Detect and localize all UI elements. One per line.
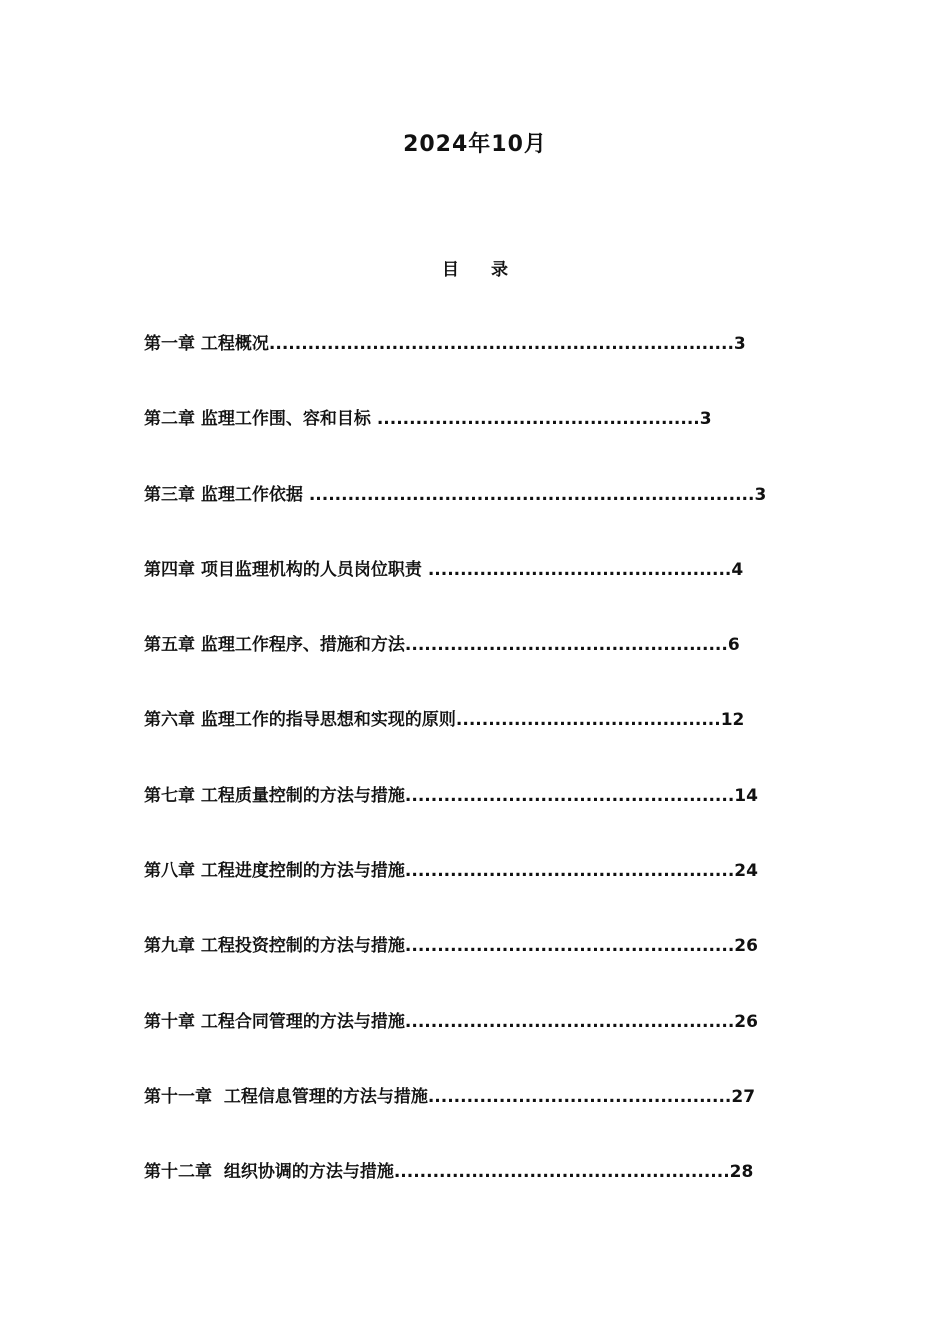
toc-dot-leader: ......................................... bbox=[455, 710, 721, 731]
toc-page-number: 3 bbox=[733, 334, 746, 354]
toc-page-number: 26 bbox=[734, 936, 758, 957]
toc-entry-9[interactable] bbox=[144, 934, 844, 1009]
toc-chapter-label: 第十章 bbox=[144, 1011, 195, 1032]
toc-dot-leader: ................................................... bbox=[404, 1011, 735, 1032]
toc-chapter-label: 第九章 bbox=[144, 936, 195, 957]
toc-chapter-title: 工程质量控制的方法与措施 bbox=[200, 785, 405, 806]
toc-chapter-label: 第一章 bbox=[144, 334, 195, 354]
toc-page-number: 4 bbox=[731, 559, 744, 580]
toc-entry-8[interactable] bbox=[144, 859, 844, 934]
toc-chapter-label: 第五章 bbox=[144, 635, 195, 656]
toc-entry-1[interactable] bbox=[144, 332, 844, 407]
toc-chapter-title: 监理工作的指导思想和实现的原则 bbox=[200, 710, 456, 731]
toc-chapter-title: 项目监理机构的人员岗位职责 bbox=[200, 559, 428, 580]
toc-dot-leader: ........................................................................ bbox=[268, 334, 734, 354]
toc-chapter-title: 监理工作程序、措施和方法 bbox=[200, 635, 405, 656]
toc-chapter-title: 工程合同管理的方法与措施 bbox=[200, 1011, 405, 1032]
toc-page-number: 12 bbox=[720, 710, 745, 731]
toc-chapter-title: 组织协调的方法与措施 bbox=[223, 1162, 394, 1183]
toc-dot-leader: ................................................... bbox=[404, 936, 735, 957]
toc-entry-4[interactable] bbox=[144, 558, 844, 633]
toc-page-number: 28 bbox=[729, 1162, 754, 1183]
toc-page-number: 26 bbox=[734, 1011, 758, 1032]
toc-page-number: 27 bbox=[731, 1086, 756, 1107]
toc-page-number: 3 bbox=[754, 484, 767, 505]
toc-chapter-title: 工程进度控制的方法与措施 bbox=[200, 861, 405, 882]
toc-chapter-label: 第三章 bbox=[144, 484, 195, 505]
toc-chapter-title: 工程概况 bbox=[200, 334, 269, 354]
toc-chapter-label: 第十二章 bbox=[144, 1162, 218, 1183]
date-heading: 2024年10月 bbox=[403, 132, 547, 157]
toc-entry-2[interactable] bbox=[144, 407, 844, 482]
toc-dot-leader: ............................................... bbox=[427, 559, 732, 580]
toc-entry-10[interactable] bbox=[144, 1010, 844, 1085]
toc-chapter-title: 监理工作依据 bbox=[200, 484, 309, 505]
toc-page-number: 24 bbox=[734, 861, 758, 882]
toc-page-number: 14 bbox=[734, 785, 758, 806]
toc-dot-leader: ..................................................................... bbox=[308, 484, 755, 505]
toc-title: 目 录 bbox=[442, 260, 508, 280]
toc-chapter-label: 第八章 bbox=[144, 861, 195, 882]
toc-dot-leader: ................................................... bbox=[404, 861, 735, 882]
toc-chapter-title: 工程信息管理的方法与措施 bbox=[223, 1086, 428, 1107]
toc-entry-3[interactable] bbox=[144, 483, 844, 558]
toc-dot-leader: .................................................. bbox=[404, 635, 728, 656]
toc-entry-6[interactable] bbox=[144, 708, 844, 783]
toc-dot-leader: .................................................. bbox=[376, 409, 700, 430]
toc-chapter-title: 工程投资控制的方法与措施 bbox=[200, 936, 405, 957]
toc-entry-7[interactable] bbox=[144, 784, 844, 859]
toc-entry-5[interactable] bbox=[144, 633, 844, 708]
toc-chapter-label: 第六章 bbox=[144, 710, 195, 731]
toc-dot-leader: ............................................... bbox=[427, 1086, 732, 1107]
toc-chapter-title: 监理工作围、容和目标 bbox=[200, 409, 377, 430]
toc-dot-leader: ................................................... bbox=[404, 785, 735, 806]
toc-chapter-label: 第二章 bbox=[144, 409, 195, 430]
toc-chapter-label: 第四章 bbox=[144, 559, 195, 580]
toc-entry-12[interactable] bbox=[144, 1160, 844, 1235]
toc-dot-leader: .................................................... bbox=[393, 1162, 730, 1183]
toc-entry-11[interactable] bbox=[144, 1085, 844, 1160]
toc-chapter-label: 第七章 bbox=[144, 785, 195, 806]
toc-page-number: 3 bbox=[699, 409, 712, 430]
toc-chapter-label: 第十一章 bbox=[144, 1086, 218, 1107]
toc-page-number: 6 bbox=[727, 635, 740, 656]
table-of-contents bbox=[144, 332, 844, 1236]
